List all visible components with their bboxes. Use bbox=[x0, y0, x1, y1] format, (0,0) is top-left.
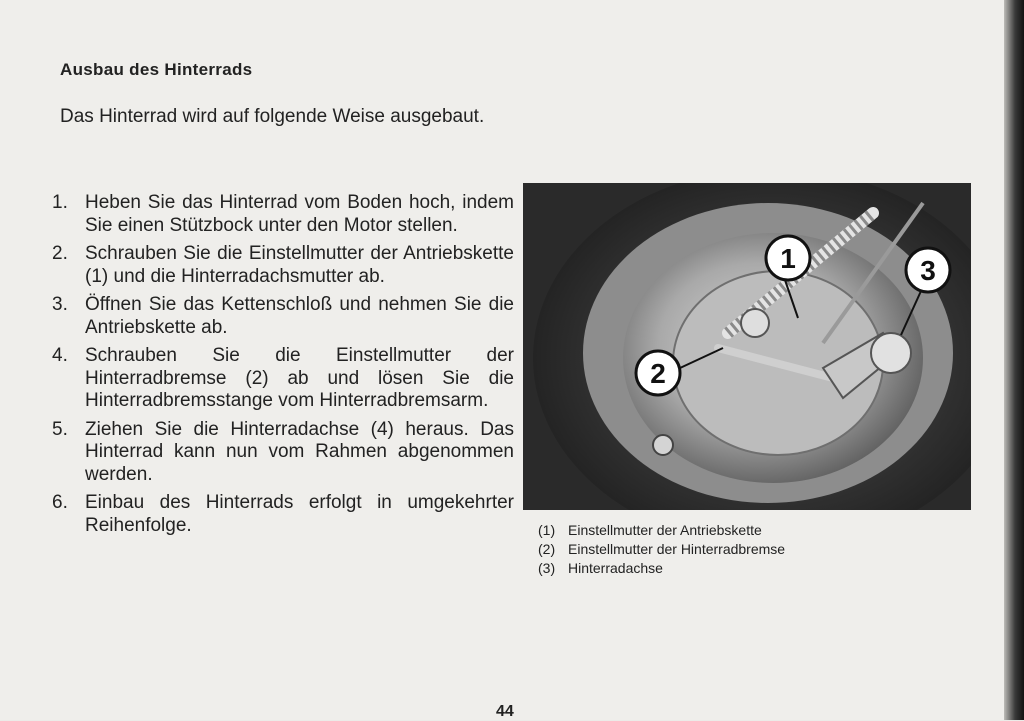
step-item bbox=[52, 192, 514, 237]
instruction-steps bbox=[52, 192, 514, 543]
caption-item bbox=[538, 521, 958, 540]
callout-2 bbox=[636, 351, 680, 395]
step-number: 1. bbox=[52, 192, 68, 213]
step-text: Öffnen Sie das Kettenschloß und nehmen Sie die Antriebskette ab. bbox=[85, 294, 514, 338]
caption-text: Einstellmutter der Antriebskette bbox=[568, 522, 762, 538]
caption-number: (2) bbox=[538, 541, 556, 557]
callout-3 bbox=[906, 248, 950, 292]
step-number: 6. bbox=[52, 492, 68, 513]
drum-bolt bbox=[653, 435, 673, 455]
rear-wheel-photo bbox=[523, 183, 971, 510]
step-number: 4. bbox=[52, 345, 68, 366]
caption-text: Einstellmutter der Hinterradbremse bbox=[568, 541, 786, 557]
axle-end bbox=[871, 333, 911, 373]
step-item bbox=[52, 243, 514, 288]
step-text: Ziehen Sie die Hinterradachse (4) heraus. Das Hinterrad kann nun vom Rahmen abgenommen werden. bbox=[85, 418, 514, 485]
step-number: 2. bbox=[52, 243, 68, 264]
page-number: 44 bbox=[496, 703, 514, 720]
caption-text: Hinterradachse bbox=[568, 560, 663, 576]
adjuster-nut bbox=[741, 309, 769, 337]
callout-1-label: 1 bbox=[780, 243, 796, 274]
rear-wheel-illustration bbox=[523, 183, 971, 510]
callout-3-label: 3 bbox=[920, 255, 936, 286]
caption-item bbox=[538, 540, 958, 559]
section-heading: Ausbau des Hinterrads bbox=[60, 60, 253, 79]
intro-paragraph: Das Hinterrad wird auf folgende Weise ausgebaut. bbox=[60, 106, 485, 127]
step-item bbox=[52, 492, 514, 537]
step-number: 3. bbox=[52, 294, 68, 315]
caption-number: (3) bbox=[538, 560, 556, 576]
callout-2-label: 2 bbox=[650, 358, 666, 389]
step-text: Schrauben Sie die Einstellmutter der Antriebskette (1) und die Hinterradachsmutter ab. bbox=[85, 243, 514, 287]
caption-number: (1) bbox=[538, 522, 556, 538]
step-number: 5. bbox=[52, 418, 68, 440]
step-item bbox=[52, 345, 514, 413]
callout-1 bbox=[766, 236, 810, 280]
step-item bbox=[52, 419, 514, 487]
step-text: Schrauben Sie die Einstellmutter der Hinterradbremse (2) ab und lösen Sie die Hinterradbremsstange vom Hinterradbremsarm. bbox=[85, 345, 514, 411]
photo-caption-list bbox=[538, 521, 958, 578]
caption-item bbox=[538, 559, 958, 578]
book-spine-shadow bbox=[1004, 0, 1024, 720]
step-text: Heben Sie das Hinterrad vom Boden hoch, indem Sie einen Stützbock unter den Motor stellen. bbox=[85, 192, 514, 236]
step-item bbox=[52, 294, 514, 339]
step-text: Einbau des Hinterrads erfolgt in umgekehrter Reihenfolge. bbox=[85, 492, 514, 536]
